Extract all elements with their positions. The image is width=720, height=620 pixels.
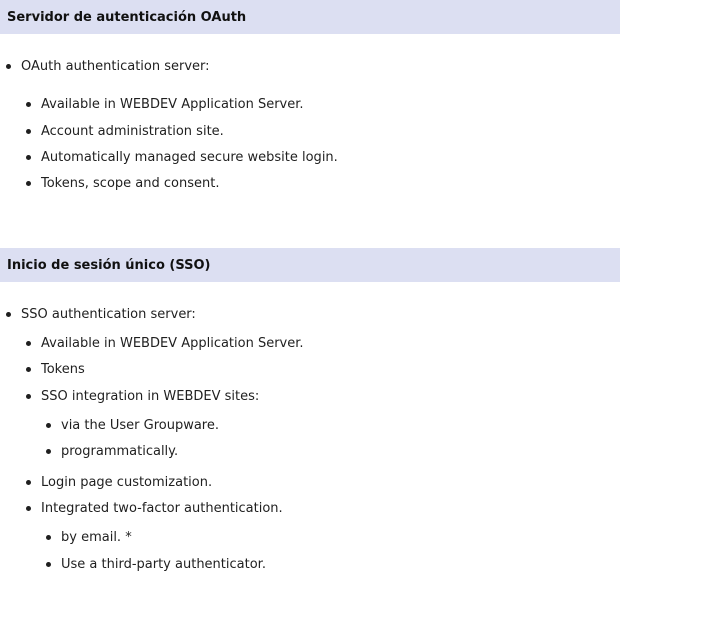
bullet-icon [26,506,31,511]
bullet-icon [26,129,31,134]
bullet-icon [26,155,31,160]
list-item-oauth-server: OAuth authentication server: [21,59,210,74]
bullet-icon [6,312,11,317]
list-item: programmatically. [61,444,179,459]
bullet-icon [26,480,31,485]
section-title: Inicio de sesión único (SSO) [7,257,211,273]
bullet-icon [6,64,11,69]
section-title: Servidor de autenticación OAuth [7,9,247,25]
list-item-sso-server: SSO authentication server: [21,307,196,322]
list-item: Tokens [41,362,85,377]
bullet-icon [26,341,31,346]
list-item-sso-integration: SSO integration in WEBDEV sites: [41,389,260,404]
list-item: Use a third-party authenticator. [61,557,266,572]
bullet-icon [46,562,51,567]
list-item: Automatically managed secure website login. [41,150,338,165]
bullet-icon [46,535,51,540]
section-header-sso [0,248,620,282]
list-item: via the User Groupware. [61,418,219,433]
list-item-two-factor: Integrated two-factor authentication. [41,501,283,516]
list-item: Available in WEBDEV Application Server. [41,97,304,112]
list-item: by email. * [61,530,132,545]
list-item: Available in WEBDEV Application Server. [41,336,304,351]
bullet-icon [46,423,51,428]
bullet-icon [46,449,51,454]
bullet-icon [26,394,31,399]
bullet-icon [26,181,31,186]
section-header-oauth [0,0,620,34]
bullet-icon [26,102,31,107]
bullet-icon [26,367,31,372]
list-item: Login page customization. [41,475,213,490]
list-item: Account administration site. [41,124,224,139]
list-item: Tokens, scope and consent. [41,176,220,191]
